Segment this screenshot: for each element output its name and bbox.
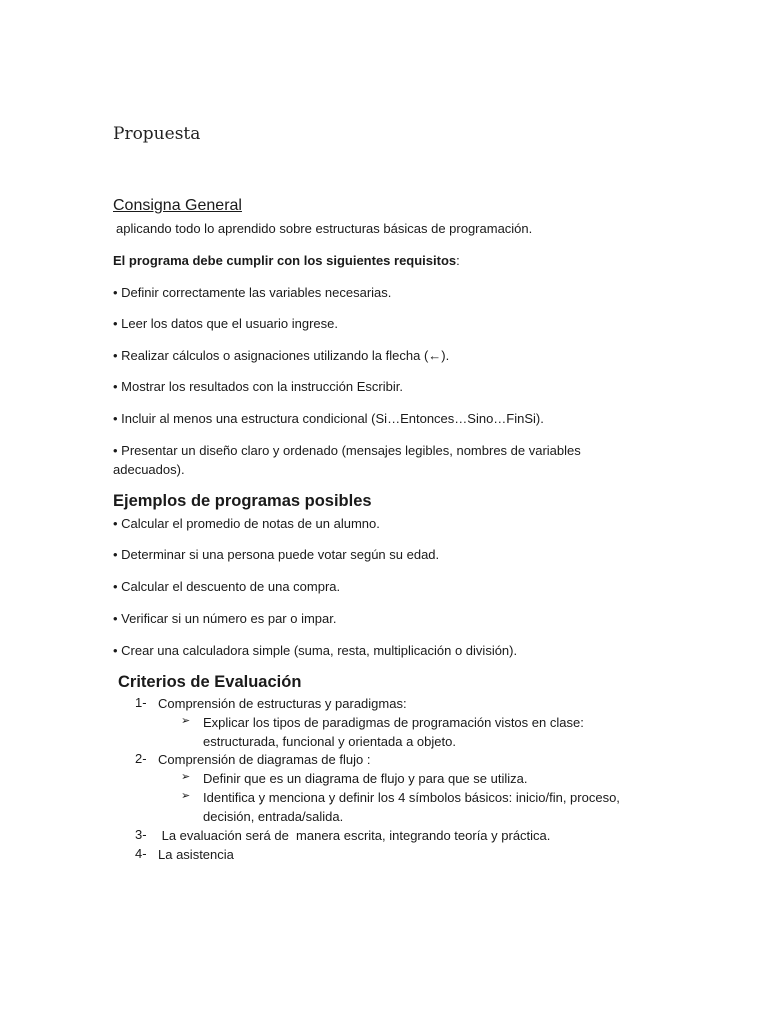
requisitos-heading: El programa debe cumplir con los siguientes requisitos [113, 253, 457, 268]
criterio-text: La evaluación será de manera escrita, integrando teoría y práctica. [158, 828, 551, 843]
arrow-bullet-icon: ➢ [181, 790, 191, 802]
criterio-number: 1- [135, 695, 147, 710]
requisitos-heading-suffix: : [456, 253, 460, 268]
arrow-bullet-icon: ➢ [181, 771, 191, 783]
criterio-number: 2- [135, 751, 147, 766]
ejemplo-item: • Calcular el promedio de notas de un alumno. [113, 516, 380, 531]
requisitos-heading-line [113, 251, 460, 270]
arrow-bullet-icon: ➢ [181, 715, 191, 727]
ejemplo-item: • Calcular el descuento de una compra. [113, 579, 341, 594]
ejemplo-item: • Determinar si una persona puede votar según su edad. [113, 547, 440, 562]
ejemplo-item: • Crear una calculadora simple (suma, resta, multiplicación o división). [113, 643, 518, 658]
criterio-text: Comprensión de diagramas de flujo : [158, 752, 371, 767]
criterio-subitem: Explicar los tipos de paradigmas de programación vistos en clase: estructurada, funcional y orientada a objeto. [203, 715, 584, 749]
page-title: Propuesta [113, 124, 201, 144]
requisito-item: • Mostrar los resultados con la instrucción Escribir. [113, 379, 403, 394]
criterio-subitem: Identifica y menciona y definir los 4 símbolos básicos: inicio/fin, proceso, decisión, entrada/salida. [203, 790, 620, 824]
requisito-item: • Leer los datos que el usuario ingrese. [113, 316, 338, 331]
requisito-item: • Incluir al menos una estructura condicional (Si…Entonces…Sino…FinSi). [113, 411, 544, 426]
criterios-heading: Criterios de Evaluación [118, 673, 302, 691]
criterio-number: 4- [135, 846, 147, 861]
requisito-item: • Definir correctamente las variables necesarias. [113, 285, 392, 300]
criterio-number: 3- [135, 827, 147, 842]
ejemplo-item: • Verificar si un número es par o impar. [113, 611, 337, 626]
criterio-text: La asistencia [158, 847, 234, 862]
criterio-subitem: Definir que es un diagrama de flujo y para que se utiliza. [203, 771, 528, 786]
consigna-heading: Consigna General [113, 197, 242, 214]
criterio-text: Comprensión de estructuras y paradigmas: [158, 696, 407, 711]
requisito-item: • Realizar cálculos o asignaciones utilizando la flecha (←). [113, 348, 450, 363]
ejemplos-heading: Ejemplos de programas posibles [113, 492, 372, 510]
requisito-item: • Presentar un diseño claro y ordenado (mensajes legibles, nombres de variables adecuados). [113, 443, 581, 477]
consigna-intro: aplicando todo lo aprendido sobre estructuras básicas de programación. [116, 221, 533, 236]
